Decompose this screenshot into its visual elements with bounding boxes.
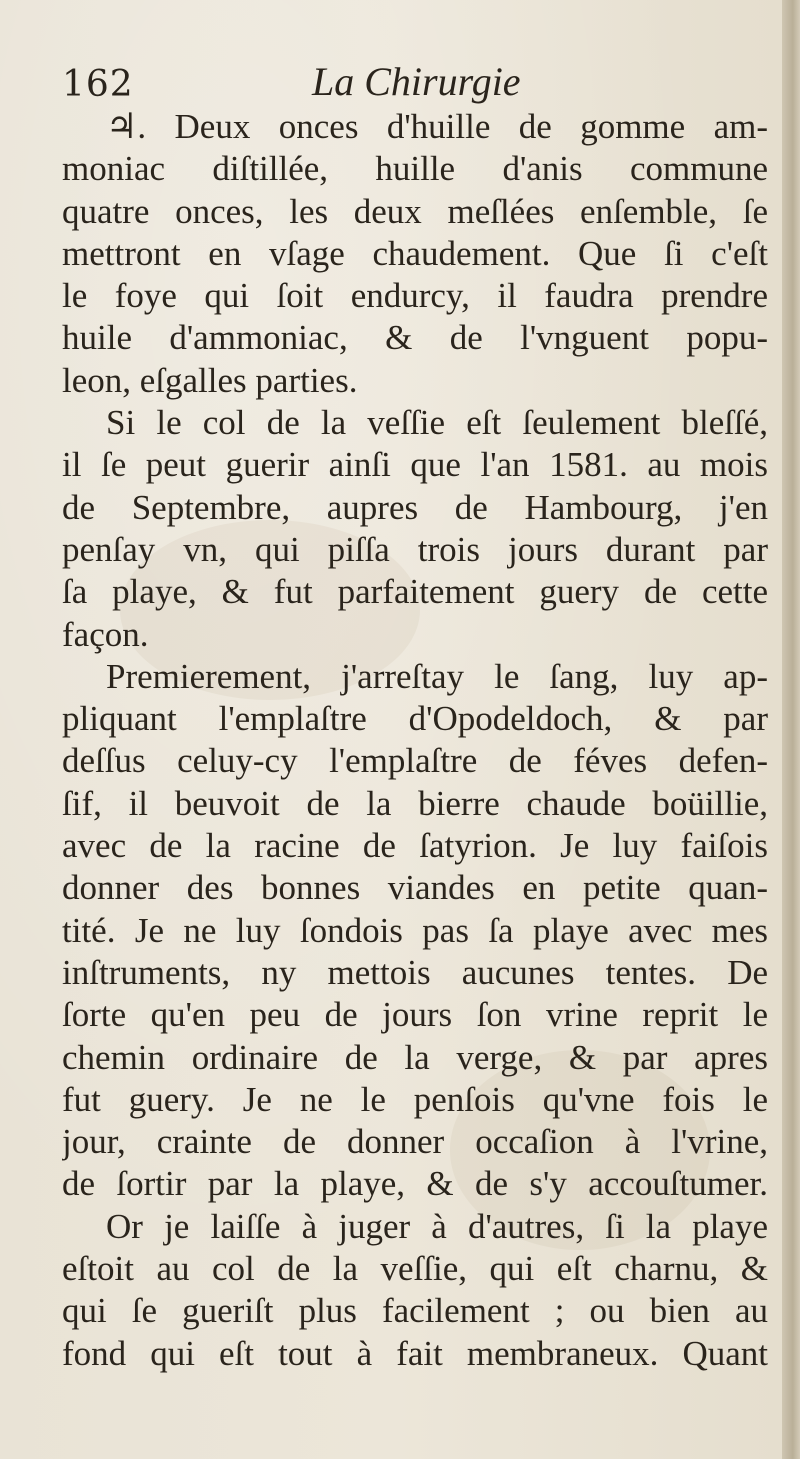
text-line: fut guery. Je ne le penſois qu'vne fois le xyxy=(62,1079,768,1119)
text-line: qui ſe gueriſt plus facilement ; ou bien au xyxy=(62,1291,768,1331)
text-line: penſay vn, qui piſſa trois jours durant par xyxy=(62,529,768,569)
text-line: ſif, il beuvoit de la bierre chaude boüillie, xyxy=(62,783,768,823)
text-line: chemin ordinaire de la verge, & par apres xyxy=(62,1037,768,1077)
book-spine xyxy=(782,0,800,1459)
text-line: deſſus celuy-cy l'emplaſtre de féves defen- xyxy=(62,741,768,781)
text-line: quatre onces, les deux meſlées enſemble, ſe xyxy=(62,191,768,231)
text-line: inſtruments, ny mettois aucunes tentes. De xyxy=(62,952,768,992)
text-line: eſtoit au col de la veſſie, qui eſt charnu, & xyxy=(62,1249,768,1289)
page-header xyxy=(62,58,762,108)
text-line: Si le col de la veſſie eſt ſeulement bleſſé, xyxy=(106,403,768,443)
text-line: mettront en vſage chaudement. Que ſi c'eſt xyxy=(62,233,768,273)
text-line: donner des bonnes viandes en petite quan- xyxy=(62,868,768,908)
text-line: avec de la racine de ſatyrion. Je luy faiſois xyxy=(62,826,768,866)
text-line: ♃. Deux onces d'huille de gomme am- xyxy=(106,107,768,146)
running-title: La Chirurgie xyxy=(312,59,521,104)
text-line: pliquant l'emplaſtre d'Opodeldoch, & par xyxy=(62,699,768,739)
text-line: tité. Je ne luy ſondois pas ſa playe avec mes xyxy=(62,910,768,950)
text-line: ſorte qu'en peu de jours ſon vrine reprit le xyxy=(62,995,768,1035)
text-line: ſa playe, & fut parfaitement guery de cette xyxy=(62,572,768,612)
text-line: huile d'ammoniac, & de l'vnguent popu- xyxy=(62,318,768,358)
text-line: il ſe peut guerir ainſi que l'an 1581. au mois xyxy=(62,445,768,485)
text-line: Premierement, j'arreſtay le ſang, luy ap- xyxy=(106,656,768,696)
text-line: le foye qui ſoit endurcy, il faudra prendre xyxy=(62,276,768,316)
text-line: Or je laiſſe à juger à d'autres, ſi la playe xyxy=(106,1206,768,1246)
text-line: de Septembre, aupres de Hambourg, j'en xyxy=(62,487,768,527)
body-text xyxy=(62,106,768,1375)
text-line: façon. xyxy=(62,614,149,654)
text-line: moniac diſtillée, huille d'anis commune xyxy=(62,149,768,189)
text-line: leon, eſgalles parties. xyxy=(62,360,358,400)
text-line: de ſortir par la playe, & de s'y accouſtumer. xyxy=(62,1164,768,1204)
page-number: 162 xyxy=(62,64,134,105)
text-line: jour, crainte de donner occaſion à l'vrine, xyxy=(62,1122,768,1162)
text-line: fond qui eſt tout à fait membraneux. Quant xyxy=(62,1333,768,1373)
